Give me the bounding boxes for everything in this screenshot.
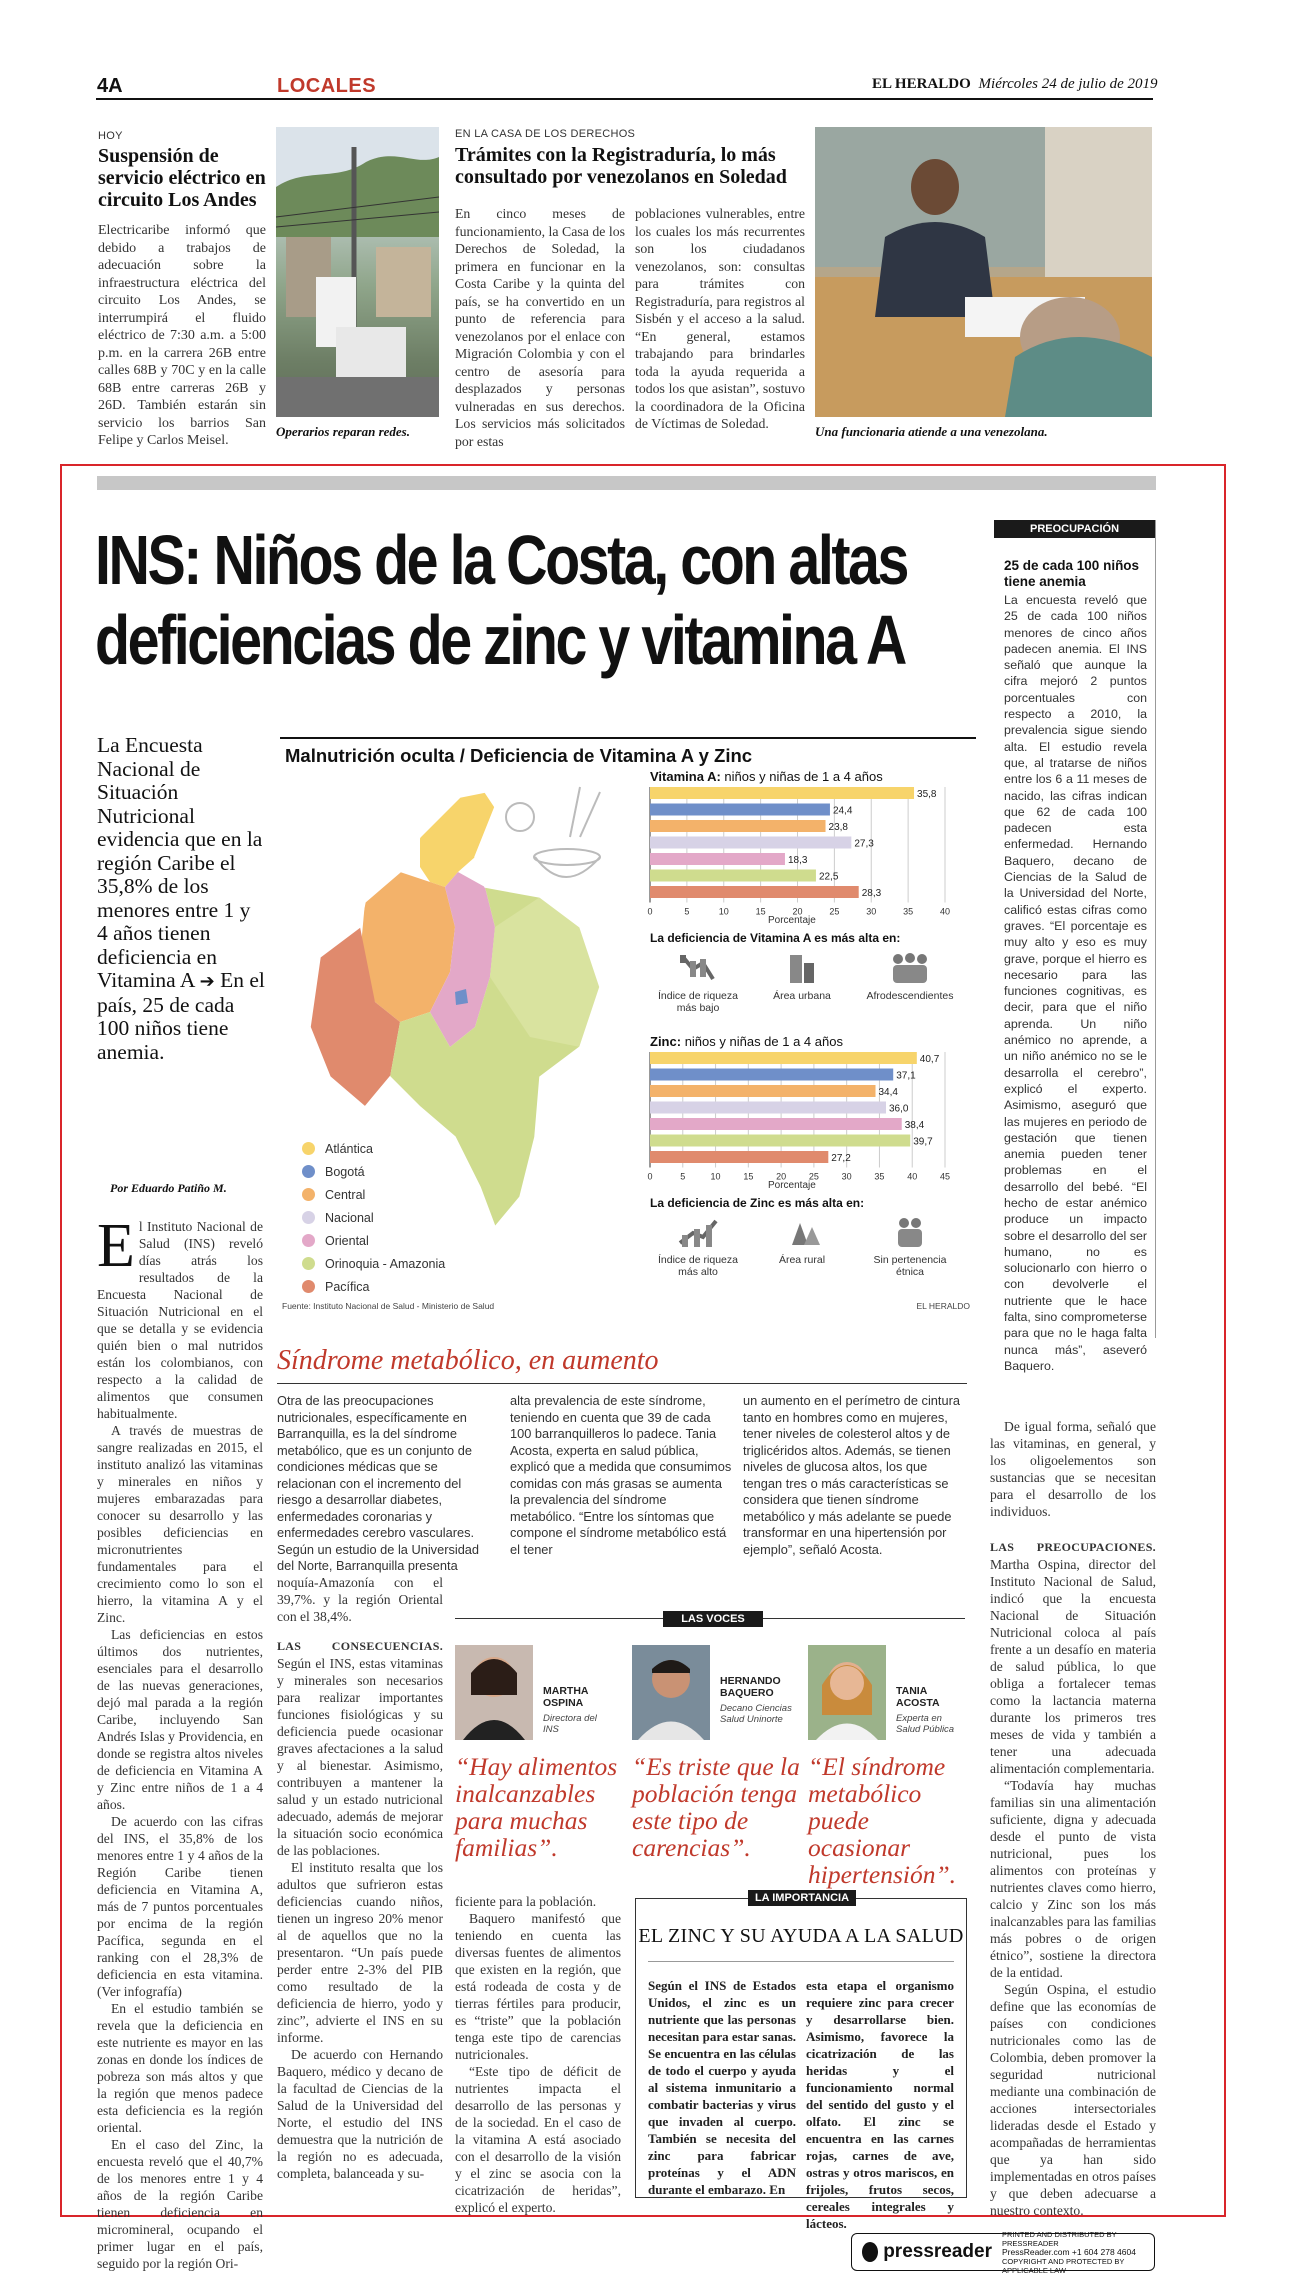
bowl-illustration	[506, 787, 600, 877]
col2-p3: El instituto resalta que los adultos que sufrieron estas deficiencias cuando niños, tienen un ingreso 20% menor al de aquellos que no la presentaron. “Un país puede perder entre 2-3% del PIB como resultado de la deficiencia de hierro, yodo y zinc”, advierte el INS en su informe.	[277, 1860, 443, 2045]
zinc-high-label: La deficiencia de Zinc es más alta en:	[650, 1196, 865, 1210]
main-body-p5: En el estudio también se revela que la deficiencia en este nutriente es mayor en las zonas en donde los índices de pobreza son más altos y que la región que menos padece esta deficiencia es la región oriental.	[97, 2001, 263, 2135]
tick-label: 25	[808, 1171, 819, 1182]
legend-swatch	[302, 1142, 315, 1155]
bar-bogot-	[650, 804, 830, 816]
voice-name: MARTHA OSPINA	[543, 1685, 589, 1709]
pressreader-icon	[862, 2242, 878, 2262]
col2-subhead: LAS CONSECUENCIAS.	[277, 1639, 443, 1653]
tick-label: 45	[939, 1171, 951, 1182]
sidebar-body: La encuesta reveló que 25 de cada 100 niños menores de cinco años padecen anemia. El INS señaló que aunque la cifra mejoró 2 puntos porcentuales con respecto a 2010, la prevalencia sigue siendo alta. El estudio revela que, al tratarse de niños entre los 6 a 11 meses de nacido, las cifras indican que 62 de cada 100 padecen esta enfermedad. Hernando Baquero, decano de Ciencias de la Salud de la Universidad del Norte, calificó estas cifras como graves. “El porcentaje es muy alto y eso es muy grave, porque el hierro es necesario para las funciones cognitivas, es decir, para que el niño aprenda. Un niño anémico no aprende, a un niño anémico no se le desarrolla el cerebro”, explicó el experto. Asimismo, aseguró que las mujeres en periodo de gestación que tienen anemia pueden tener problemas en el desarrollo del bebé. “El hecho de estar anémico produce un impacto sobre el desarrollo del ser humano, no es solucionarlo con hierro o con devolverle el nutriente que le hace falta, sino comprometerse para que no le haga falta nunca más”, aseveró Baquero.	[1004, 593, 1147, 1373]
col3-p2: Baquero manifestó que teniendo en cuenta las diversas fuentes de alimentos que existen en la región, que está rodeada de costa y de tierras fértiles para producir, es “triste” que la población tenga este tipo de carencias nutricionales.	[455, 1911, 621, 2062]
rural-area-icon-art	[762, 1215, 842, 1249]
data-label: 39,7	[913, 1136, 933, 1148]
avatar	[632, 1645, 710, 1740]
tick-label: 35	[903, 906, 914, 917]
legend-label: Orinoquia - Amazonia	[325, 1256, 446, 1271]
pressreader-line1: PRINTED AND DISTRIBUTED BY PRESSREADER	[1001, 2229, 1117, 2248]
metabolic-col2: alta prevalencia de este síndrome, teniendo en cuenta que 39 de cada 100 barranquilleros lo padece. Tania Acosta, experta en salud pública, explicó que a medida que consumimos comidas con más grasas se aumenta la prevalencia del síndrome metabólico. “Entre los síntomas que compone el síndrome metabólico está el tener	[510, 1393, 732, 1557]
main-body-p2: A través de muestras de sangre realizadas en 2015, el instituto analizó las vitaminas y minerales en niños y mujeres embarazadas para conocer su desarrollo y las posibles deficiencias en micronutrientes fundamentales para el crecimiento como lo son el hierro, la vitamina A y el Zinc.	[97, 1423, 263, 1625]
main-headline	[95, 520, 907, 680]
data-label: 40,7	[919, 1054, 940, 1065]
right-col-p2	[990, 1538, 1156, 1777]
sidebar-title: 25 de cada 100 niños tiene anemia	[1004, 558, 1140, 589]
tick-label: 40	[939, 906, 951, 917]
col3-p1: ficiente para la población.	[455, 1894, 597, 1909]
importance-box	[635, 1892, 967, 2231]
top-grey-band	[97, 476, 1156, 490]
rural-area-icon	[762, 1215, 842, 1266]
legend-swatch	[302, 1211, 315, 1224]
infographic	[280, 737, 976, 1315]
avatar	[455, 1645, 533, 1740]
tick-label: 0	[647, 906, 653, 917]
bar-pac-fica	[650, 1151, 828, 1163]
no-ethnicity-icon	[860, 1215, 960, 1278]
voice-name: TANIA ACOSTA	[896, 1685, 940, 1709]
story-middle-col2: poblaciones vulnerables, entre los cuales los más recurrentes son los ciudadanos venezolanos, son: consultas para trámites con Registraduría, para registros al Sisbén y el acceso a la salud. “En general, estamos trabajando para brindarles toda la ayuda requerida a todos los que asistan”, sostuvo la coordinadora de la Oficina de Víctimas de Soledad.	[635, 206, 805, 431]
voice-quote: “Hay alimentos inalcanzables para muchas familias”.	[455, 1752, 618, 1862]
pressreader-line2: PressReader.com +1 604 278 4604	[1001, 2246, 1136, 2257]
infographic-title: Malnutrición oculta / Deficiencia de Vitamina A y Zinc	[285, 745, 753, 766]
right-col-p3: “Todavía hay muchas familias sin una alimentación suficiente, digna y adecuada desde el punto de vista nutricional, pues los alimentos con proteínas y nutrientes claves como hierro, calcio y Zinc son los más inalcanzables para las familias más pobres o de origen étnico”, sostiene la directora de la entidad.	[990, 1778, 1156, 1980]
legend-item	[302, 1252, 532, 1275]
story-left-kicker: HOY	[98, 130, 123, 142]
importance-col1: Según el INS de Estados Unidos, el zinc es un nutriente que las personas necesitan para estar sanas. Se encuentra en las células de todo el cuerpo y ayuda al sistema inmunitario a combatir bacterias y virus que invaden al cuerpo. También se necesita del zinc para fabricar proteínas y el ADN durante el embarazo. En	[648, 1978, 796, 2197]
main-body-col2	[277, 1574, 443, 2182]
tick-label: 20	[776, 1171, 787, 1182]
zinc-icon-cap-3: Sin pertenencia étnica	[873, 1254, 947, 1278]
importance-title-rule	[648, 1961, 954, 1962]
main-body-col3	[455, 1893, 621, 2216]
legend-label: Bogotá	[325, 1164, 365, 1179]
income-high-icon	[658, 1215, 738, 1278]
map-legend	[302, 1137, 532, 1298]
issue-date: Miércoles 24 de julio de 2019	[978, 76, 1158, 92]
legend-item	[302, 1229, 532, 1252]
legend-label: Central	[325, 1187, 366, 1202]
story-left-title: Suspensión de servicio eléctrico en circuito Los Andes	[98, 145, 266, 211]
vita-axis-title: Porcentaje	[768, 915, 816, 926]
tick-label: 15	[755, 906, 766, 917]
people-group-icon-art	[860, 951, 960, 985]
byline: Por Eduardo Patiño M.	[110, 1181, 227, 1195]
tick-label: 5	[684, 906, 690, 917]
section-name: LOCALES	[277, 75, 377, 97]
vita-high-label: La deficiencia de Vitamina A es más alta en:	[650, 931, 901, 945]
legend-item	[302, 1160, 532, 1183]
col2-p1: noquía-Amazonía con el 39,7%. y la región Oriental con el 38,4%.	[277, 1575, 443, 1624]
data-label: 34,4	[878, 1087, 898, 1098]
zinc-axis-title: Porcentaje	[768, 1180, 816, 1191]
bar-central	[650, 820, 826, 832]
legend-label: Pacífica	[325, 1279, 370, 1294]
headline-line-1: INS: Niños de la Costa, con altas	[95, 521, 907, 599]
paper-name: EL HERALDO	[872, 76, 971, 92]
tick-label: 5	[680, 1171, 686, 1182]
legend-swatch	[302, 1188, 315, 1201]
sidebar-label: PREOCUPACIÓN	[994, 520, 1155, 538]
vita-icon-cap-2: Área urbana	[773, 990, 831, 1002]
bar-bogot-	[650, 1069, 893, 1081]
story-middle-kicker: EN LA CASA DE LOS DERECHOS	[455, 128, 636, 140]
legend-item	[302, 1206, 532, 1229]
bar-oriental	[650, 1118, 902, 1130]
main-body-lead	[97, 1212, 263, 1422]
voice-quote: “Es triste que la población tenga este tipo de carencias”.	[632, 1752, 800, 1862]
infographic-top-rule	[280, 737, 976, 739]
vita-icons	[650, 951, 960, 1021]
metabolic-col3: un aumento en el perímetro de cintura tanto en hombres como en mujeres, tener niveles de colesterol altos y de triglicéridos altos. Además, se tienen niveles de glucosa altos, los que tengan tres o más características se considera que tienen síndrome metabólico y más adelante se puede transformar en una hipertensión por ejemplo”, señaló Acosta.	[743, 1393, 960, 1557]
pressreader-badge[interactable]	[851, 2229, 1155, 2275]
legend-label: Atlántica	[325, 1141, 373, 1156]
zinc-icons	[650, 1215, 960, 1285]
sidebar-box	[994, 520, 1156, 1373]
bar-nacional	[650, 1102, 886, 1114]
zinc-chart-label-rest: niños y niñas de 1 a 4 años	[684, 1034, 843, 1049]
data-label: 27,3	[854, 838, 874, 850]
tick-label: 0	[647, 1171, 653, 1182]
income-high-icon-art	[658, 1215, 738, 1249]
tick-label: 10	[718, 906, 729, 917]
legend-swatch	[302, 1234, 315, 1247]
photo-funcionaria-caption: Una funcionaria atiende a una venezolana.	[815, 424, 1048, 439]
bar-oriental	[650, 853, 785, 865]
legend-swatch	[302, 1165, 315, 1178]
data-label: 24,4	[832, 805, 853, 817]
tick-label: 40	[907, 1171, 918, 1182]
zinc-chart	[645, 1050, 965, 1200]
avatar-art	[455, 1645, 533, 1740]
photo-operarios-caption: Operarios reparan redes.	[276, 424, 410, 439]
data-label: 37,1	[896, 1070, 916, 1082]
pressreader-line3: COPYRIGHT AND PROTECTED BY APPLICABLE LAW	[1001, 2256, 1125, 2275]
data-label: 23,8	[828, 822, 848, 833]
income-low-icon-art	[658, 951, 738, 985]
vita-chart-label-rest: niños y niñas de 1 a 4 años	[724, 769, 883, 784]
pressreader-info	[1002, 2230, 1154, 2275]
legend-swatch	[302, 1280, 315, 1293]
importance-col2: esta etapa el organismo requiere zinc para crecer y desarrollarse bien. Asimismo, favorece la cicatrización de las heridas y el funcionamiento normal del sentido del gusto y el olfato. El zinc se encuentra en las carnes rojas, carnes de ave, ostras y otros mariscos, en frijoles, frutos secos, cereales integrales y lácteos.	[806, 1978, 954, 2231]
deck-arrow-icon: ➔	[199, 971, 215, 992]
income-low-icon	[658, 951, 738, 1014]
deck	[97, 734, 265, 1064]
importance-title: EL ZINC Y SU AYUDA A LA SALUD	[638, 1925, 964, 1947]
legend-item	[302, 1183, 532, 1206]
bar-central	[650, 1085, 876, 1097]
infographic-credit: EL HERALDO	[916, 1301, 970, 1311]
col2-p2	[277, 1637, 443, 1859]
deck-text-2: En el país, 25 de cada 100 niños tiene anemia.	[97, 968, 265, 1064]
data-label: 35,8	[917, 789, 937, 800]
legend-item	[302, 1137, 532, 1160]
vita-icon-cap-3: Afrodescendientes	[866, 990, 954, 1002]
vita-chart	[645, 785, 965, 935]
tick-label: 30	[841, 1171, 852, 1182]
infographic-source: Fuente: Instituto Nacional de Salud - Ministerio de Salud	[282, 1301, 495, 1311]
right-col	[990, 1418, 1156, 2219]
masthead-right	[872, 76, 1158, 93]
main-body-col1	[97, 1212, 263, 2272]
data-label: 36,0	[889, 1103, 909, 1115]
photo-operarios	[276, 127, 439, 417]
vita-chart-label-bold: Vitamina A:	[650, 769, 721, 784]
importance-label: LA IMPORTANCIA	[748, 1890, 856, 1906]
voice-role: Experta en Salud Pública	[896, 1713, 955, 1735]
tick-label: 10	[710, 1171, 721, 1182]
tick-label: 25	[829, 906, 840, 917]
masthead-rule	[96, 98, 1153, 100]
avatar	[808, 1645, 886, 1740]
drop-cap: E	[97, 1212, 135, 1280]
voice-role: Directora del INS	[543, 1713, 597, 1735]
col2-p4: De acuerdo con Hernando Baquero, médico y decano de la facultad de Ciencias de la Salud de la Universidad del Norte, el estudio del INS demuestra que la nutrición de la región no es adecuada, completa, balanceada y su-	[277, 2047, 443, 2181]
photo-funcionaria-art	[815, 127, 1152, 417]
metabolic-rule	[277, 1383, 967, 1384]
zinc-chart-label-bold: Zinc:	[650, 1034, 682, 1049]
tick-label: 15	[743, 1171, 754, 1182]
voice-quote: “El síndrome metabólico puede ocasionar hipertensión”.	[808, 1752, 957, 1889]
metabolic-title: Síndrome metabólico, en aumento	[277, 1345, 659, 1376]
right-col-p1: De igual forma, señaló que las vitaminas, en general, y los oligoelementos son sustancias que se necesitan para el desarrollo de los individuos.	[990, 1419, 1156, 1519]
zinc-icon-cap-1: Índice de riqueza más alto	[658, 1254, 738, 1278]
legend-item	[302, 1275, 532, 1298]
bar-nacional	[650, 837, 851, 849]
tick-label: 30	[866, 906, 877, 917]
data-label: 38,4	[904, 1120, 925, 1131]
voice-name: HERNANDO BAQUERO	[720, 1675, 781, 1699]
data-label: 18,3	[787, 855, 808, 866]
deck-text: La Encuesta Nacional de Situación Nutricional evidencia que en la región Caribe el 35,8% de los menores entre 1 y 4 años tienen deficiencia en Vitamina A	[97, 733, 263, 992]
right-col-p2-text: Martha Ospina, director del Instituto Nacional de Salud, indicó que la encuesta Nacional de Situación Nutricional coloca al país frente a un desafío en materia de salud pública, lo que obliga a fortalecer temas como la lactancia materna durante los primeros tres meses de vida y también a tener una adecuada alimentación complementaria.	[990, 1557, 1156, 1776]
legend-label: Nacional	[325, 1210, 374, 1225]
bar-orinoquia-amazonia	[650, 870, 816, 882]
metabolic-col1: Otra de las preocupaciones nutricionales, específicamente en Barranquilla, es la del síndrome metabólico, que es un conjunto de condiciones médicas que se relacionan con el incremento del riesgo a desarrollar diabetes, enfermedades coronarias y enfermedades cerebro vasculares. Según un estudio de la Universidad del Norte, Barranquilla presenta	[277, 1393, 480, 1573]
legend-swatch	[302, 1257, 315, 1270]
photo-operarios-art	[276, 127, 439, 417]
main-body-p4: De acuerdo con las cifras del INS, el 35,8% de los menores entre 1 y 4 años de la Región Caribe tienen deficiencia en Vitamina A, más de 7 puntos porcentuales por encima de la región Pacífica, segunda en el ranking con el 28,3% de deficiencia en esta vitamina. (Ver infografía)	[97, 1814, 263, 1999]
col3-p3: “Este tipo de déficit de nutrientes impacta el desarrollo de las personas y de la sociedad. En el caso de la vitamina A está asociado con el desarrollo de la visión y el zinc se asocia con la cicatrización de heridas”, explicó el experto.	[455, 2064, 621, 2215]
tick-label: 20	[792, 906, 803, 917]
pressreader-brand: pressreader	[883, 2241, 992, 2262]
main-body-p6: En el caso del Zinc, la encuesta reveló que el 40,7% de los menores entre 1 y 4 años de la región Caribe tienen deficiencia en micromineral, ocupando el primer lugar en el país, seguido por la región Ori-	[97, 2137, 263, 2271]
vita-chart-label	[650, 769, 883, 784]
data-label: 28,3	[861, 888, 882, 899]
people-group-icon	[860, 951, 960, 1002]
bar-atl-ntica	[650, 1052, 917, 1064]
vita-icon-cap-1: Índice de riqueza más bajo	[658, 990, 738, 1014]
voices-label: LAS VOCES	[663, 1611, 763, 1627]
urban-area-icon-art	[762, 951, 842, 985]
story-middle-col1: En cinco meses de funcionamiento, la Casa de los Derechos de Soledad, la primera en funcionar en la Costa Caribe y la quinta del país, se ha convertido en un punto de referencia para venezolanos por el enlace con Migración Colombia y con el centro de asesoría para desplazados y personas vulneradas en sus derechos. Los servicios más solicitados por estas	[455, 206, 625, 449]
zinc-chart-label	[650, 1034, 843, 1049]
legend-label: Oriental	[325, 1233, 369, 1248]
data-label: 27,2	[831, 1153, 851, 1164]
zinc-icon-cap-2: Área rural	[778, 1254, 826, 1266]
data-label: 22,5	[818, 871, 839, 883]
avatar-art	[808, 1645, 886, 1740]
photo-funcionaria	[815, 127, 1152, 417]
main-body-lead-text: l Instituto Nacional de Salud (INS) reveló días atrás los resultados de la Encuesta Nacional de Situación Nutricional en el que se detalla y se evidencia quién bien o mal nutridos están los colombianos, con respecto a la calidad de alimentos que consumen habitualmente.	[97, 1219, 263, 1421]
story-left-body: Electricaribe informó que debido a trabajos de adecuación sobre la infraestructura eléctrica del circuito Los Andes, se interrumpirá el fluido eléctrico de 7:30 a.m. a 5:00 p.m. en la carrera 26B entre calles 68B y 70C y en la calle 68B entre carreras 26B y 26D. También estarán sin servicio los barrios San Felipe y Carlos Meisel.	[98, 223, 266, 448]
voice-role: Decano Ciencias Salud Uninorte	[720, 1703, 792, 1725]
col2-p2-text: Según el INS, estas vitaminas y minerales son necesarios para realizar importantes funciones fisiológicas y su deficiencia puede ocasionar graves afectaciones a la salud y al bienestar. Asimismo, contribuyen a mantener la salud y un estado nutricional adecuado, además de mejorar la situación socio económica de las poblaciones.	[277, 1656, 443, 1858]
bar-orinoquia-amazonia	[650, 1135, 910, 1147]
bar-pac-fica	[650, 886, 859, 898]
right-col-subhead: LAS PREOCUPACIONES.	[990, 1540, 1156, 1554]
urban-area-icon	[762, 951, 842, 1002]
right-col-p4: Según Ospina, el estudio define que las economías de países con condiciones nutricionales como las de Colombia, deben promover la seguridad nutricional mediante una combinación de acciones intersectoriales lideradas desde el Estado y acompañadas de herramientas que ya han sido implementadas en otros países y que deben adecuarse a nuestro contexto.	[990, 1982, 1156, 2218]
story-middle-title: Trámites con la Registraduría, lo más consultado por venezolanos en Soledad	[455, 144, 787, 188]
bar-atl-ntica	[650, 787, 914, 799]
main-body-p3: Las deficiencias en estos últimos dos nutrientes, esenciales para el desarrollo de las nuevas generaciones, dejó mal parada a la región Caribe, incluyendo San Andrés Islas y Providencia, en donde se registra altos niveles de deficiencia en Vitamina A y Zinc entre niños de 1 a 4 años.	[97, 1627, 263, 1812]
no-ethnicity-icon-art	[860, 1215, 960, 1249]
avatar-art	[632, 1645, 710, 1740]
tick-label: 35	[874, 1171, 885, 1182]
headline-line-2: deficiencias de zinc y vitamina A	[95, 601, 905, 679]
page-number: 4A	[97, 75, 123, 97]
